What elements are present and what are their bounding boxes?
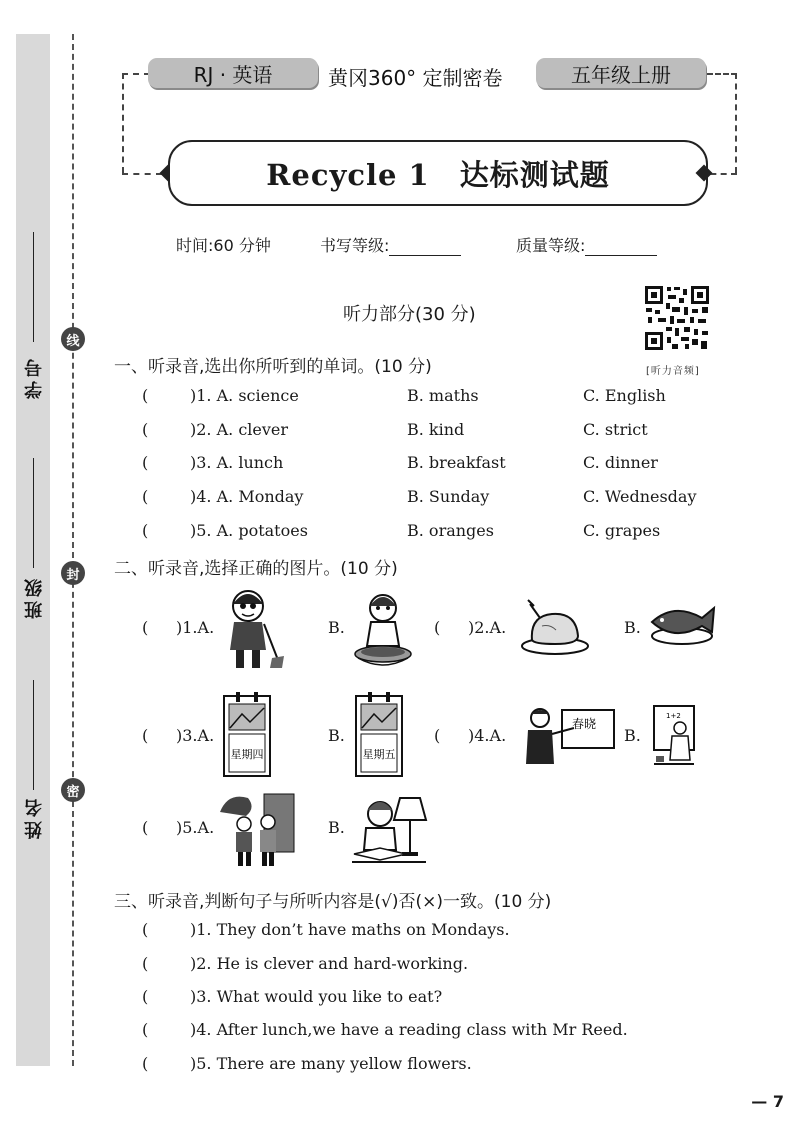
name-label: 姓名 [24, 795, 45, 839]
s2-q4-paren[interactable]: ( [434, 726, 441, 745]
seal-circle-mi: 密 [61, 778, 85, 802]
s1-q5-option-b: B. oranges [407, 521, 494, 540]
s2-q2-label-a: )2.A. [468, 618, 507, 637]
s3-q3-text: )3. What would you like to eat? [190, 987, 443, 1006]
subject-pill: RJ · 英语 [148, 58, 318, 88]
s1-q2-option-b: B. kind [407, 420, 465, 439]
blackboard-text: 春晓 [571, 717, 597, 731]
s3-q2-text: )2. He is clever and hard-working. [190, 954, 469, 973]
section3-title: 三、听录音,判断句子与所听内容是(√)否(×)一致。(10 分) [114, 892, 552, 912]
page-title: Recycle 1 达标测试题 [266, 157, 610, 192]
s1-q2-option-a: )2. A. clever [190, 420, 289, 439]
header-dash-left [122, 73, 150, 75]
s1-q2-paren[interactable]: ( [142, 420, 149, 439]
header-dash-right-vertical [735, 73, 737, 173]
teacher-chinese-class-picture[interactable] [522, 706, 616, 766]
girl-sweeping-picture[interactable] [220, 586, 286, 672]
s2-q3-label-b: B. [328, 726, 345, 745]
s2-q1-label-b: B. [328, 618, 345, 637]
s1-q3-option-b: B. breakfast [407, 453, 506, 472]
seal-circle-xian: 线 [61, 327, 85, 351]
teacher-math-class-picture[interactable] [652, 704, 696, 768]
s1-q4-paren[interactable]: ( [142, 487, 149, 506]
s2-q1-label-a: )1.A. [176, 618, 215, 637]
s2-q5-paren[interactable]: ( [142, 818, 149, 837]
s1-q3-option-a: )3. A. lunch [190, 453, 284, 472]
s3-q1-paren[interactable]: ( [142, 920, 149, 939]
header-dash-right [707, 73, 737, 75]
series-title: 黄冈360° 定制密卷 [328, 66, 503, 90]
writing-grade-label: 书写等级: [320, 236, 390, 255]
title-box [168, 140, 708, 206]
name-line [33, 680, 34, 790]
header-dash-left-bottom [122, 173, 162, 175]
grade-pill: 五年级上册 [536, 58, 706, 88]
s1-q3-paren[interactable]: ( [142, 453, 149, 472]
svg-text:1+2: 1+2 [666, 712, 681, 720]
boy-reading-picture[interactable] [350, 790, 428, 864]
student-number-line [33, 232, 34, 342]
s2-q1-paren[interactable]: ( [142, 618, 149, 637]
s1-q1-option-c: C. English [583, 386, 666, 405]
s2-q4-label-b: B. [624, 726, 641, 745]
quality-grade-blank[interactable] [585, 239, 657, 256]
quality-grade-label: 质量等级: [516, 236, 586, 255]
s3-q5-paren[interactable]: ( [142, 1054, 149, 1073]
s1-q1-option-b: B. maths [407, 386, 479, 405]
s3-q4-paren[interactable]: ( [142, 1020, 149, 1039]
calendar-friday-text: 星期五 [362, 748, 396, 761]
s2-q2-paren[interactable]: ( [434, 618, 441, 637]
seal-circle-feng: 封 [61, 561, 85, 585]
listening-heading: 听力部分(30 分) [343, 304, 476, 325]
calendar-thursday-text: 星期四 [230, 748, 264, 761]
s3-q4-text: )4. After lunch,we have a reading class with Mr Reed. [190, 1020, 628, 1039]
s3-q1-text: )1. They don’t have maths on Mondays. [190, 920, 510, 939]
s2-q3-paren[interactable]: ( [142, 726, 149, 745]
calendar-friday-picture[interactable] [354, 692, 404, 778]
s1-q3-option-c: C. dinner [583, 453, 658, 472]
writing-grade-blank[interactable] [389, 239, 461, 256]
s3-q5-text: )5. There are many yellow flowers. [190, 1054, 472, 1073]
qr-label: [听力音频] [646, 366, 700, 377]
page-number: — 7 [751, 1092, 784, 1111]
fish-dish-picture[interactable] [644, 602, 716, 646]
writing-grade [320, 233, 461, 256]
quality-grade [516, 233, 657, 256]
class-line [33, 458, 34, 568]
section1-title: 一、听录音,选出你所听到的单词。(10 分) [114, 357, 432, 377]
s1-q5-option-a: )5. A. potatoes [190, 521, 308, 540]
s1-q2-option-c: C. strict [583, 420, 648, 439]
time-info: 时间:60 分钟 [176, 236, 271, 255]
seal-dashed-line [72, 34, 74, 1066]
s1-q5-paren[interactable]: ( [142, 521, 149, 540]
s2-q5-label-b: B. [328, 818, 345, 837]
s2-q4-label-a: )4.A. [468, 726, 507, 745]
s2-q2-label-b: B. [624, 618, 641, 637]
s2-q5-label-a: )5.A. [176, 818, 215, 837]
s1-q4-option-b: B. Sunday [407, 487, 490, 506]
qr-code-icon[interactable] [644, 285, 710, 351]
class-label: 班级 [24, 575, 45, 619]
header-dash-left-vertical [122, 73, 124, 173]
s2-q3-label-a: )3.A. [176, 726, 215, 745]
roast-chicken-picture[interactable] [520, 596, 590, 656]
children-shopping-picture[interactable] [218, 792, 296, 868]
s3-q3-paren[interactable]: ( [142, 987, 149, 1006]
s1-q5-option-c: C. grapes [583, 521, 661, 540]
student-number-label: 学号 [24, 355, 45, 399]
s1-q4-option-c: C. Wednesday [583, 487, 697, 506]
s3-q2-paren[interactable]: ( [142, 954, 149, 973]
s1-q1-paren[interactable]: ( [142, 386, 149, 405]
girl-washing-clothes-picture[interactable] [352, 588, 414, 672]
s1-q4-option-a: )4. A. Monday [190, 487, 304, 506]
calendar-thursday-picture[interactable] [222, 692, 272, 778]
s1-q1-option-a: )1. A. science [190, 386, 299, 405]
section2-title: 二、听录音,选择正确的图片。(10 分) [114, 559, 398, 579]
